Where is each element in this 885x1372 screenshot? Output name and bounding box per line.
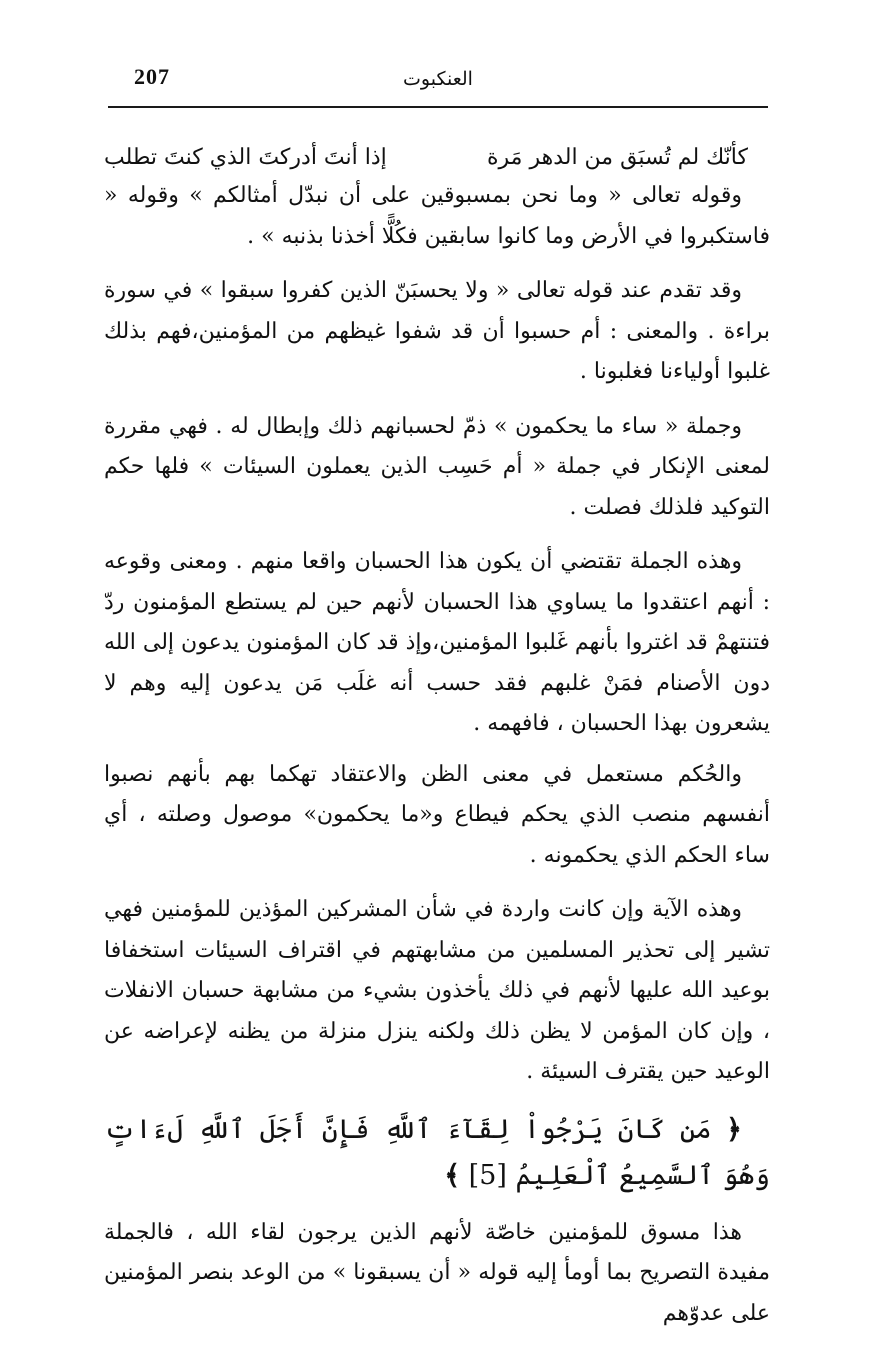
paragraph: هذا مسوق للمؤمنين خاصّة لأنهم الذين يرجون لقاء الله ، فالجملة مفيدة التصريح بما أومأ إليه قوله « أن يسبقونا » من الوعد بنصر المؤمنين على عدوّهم	[104, 1219, 770, 1326]
quran-verse-text: مَن كَانَ يَرْجُواْ لِقَآءَ ٱللَّهِ فَإِنَّ أَجَلَ ٱللَّهِ لَءَاتٍ وَهُوَ ٱلسَّمِيعُ ٱلْعَلِيمُ	[104, 1113, 770, 1191]
verse-second-hemistich: كأنّك لم تُسبَق من الدهر مَرة	[487, 145, 748, 170]
poetry-verse	[104, 140, 770, 176]
ornate-close-bracket: ﴾	[444, 1159, 461, 1191]
ornate-open-bracket: ﴿	[726, 1113, 742, 1145]
paragraph: والحُكم مستعمل في معنى الظن والاعتقاد تهكما بهم بأنهم نصبوا أنفسهم منصب الذي يحكم فيطاع و«ما يحكمون» موصول وصلته ، أي ساء الحكم الذي يحكمونه .	[104, 761, 770, 868]
paragraph: وهذه الجملة تقتضي أن يكون هذا الحسبان واقعا منهم . ومعنى وقوعه : أنهم اعتقدوا ما يساوي هذا الحسبان لأنهم حين لم يستطع المؤمنون ردّ فتنتهمْ قد اغتروا بأنهم غَلبوا المؤمنين،وإذ قد كان المؤمنون يدعون إلى الله دون الأصنام فمَنْ غلبهم فقد حسب أنه غلَب مَن يدعون إليه وهم لا يشعرون بهذا الحسبان ، فافهمه .	[104, 549, 770, 736]
paragraph: وقوله تعالى « وما نحن بمسبوقين على أن نبدّل أمثالكم » وقوله « فاستكبروا في الأرض وما كانوا سابقين فكُلًّا أخذنا بذنبه » .	[104, 183, 770, 249]
paragraph: وقد تقدم عند قوله تعالى « ولا يحسبَنّ الذين كفروا سبقوا » في سورة براءة . والمعنى : أم حسبوا أن قد شفوا غيظهم من المؤمنين،فهم بذلك غلبوا أولياءنا فغلبونا .	[104, 278, 770, 384]
paragraph: وهذه الآية وإن كانت واردة في شأن المشركين المؤذين للمؤمنين فهي تشير إلى تحذير المسلمين من مشابهتهم في اقتراف السيئات استخفافا بوعيد الله عليها لأنهم في ذلك يأخذون بشيء من مشابهة حسبان الانفلات ، وإن كان المؤمن لا يظن ذلك ولكنه ينزل منزلة من يظنه لإعراضه عن الوعيد حين يقترف السيئة .	[104, 897, 770, 1084]
verse-first-hemistich: إذا أنتَ أدركتَ الذي كنتَ تطلب	[104, 145, 387, 170]
page-number: 207	[134, 64, 170, 89]
running-title: العنكبوت	[403, 68, 473, 90]
quran-verse-number: [5]	[468, 1159, 507, 1191]
page-body	[104, 140, 770, 1334]
paragraph: وجملة « ساء ما يحكمون » ذمّ لحسبانهم ذلك وإبطال له . فهي مقررة لمعنى الإنكار في جملة « أم حَسِب الذين يعملون السيئات » فلها حكم التوكيد فلذلك فصلت .	[104, 413, 770, 520]
quran-verse	[104, 1107, 770, 1199]
page-header	[108, 62, 768, 108]
